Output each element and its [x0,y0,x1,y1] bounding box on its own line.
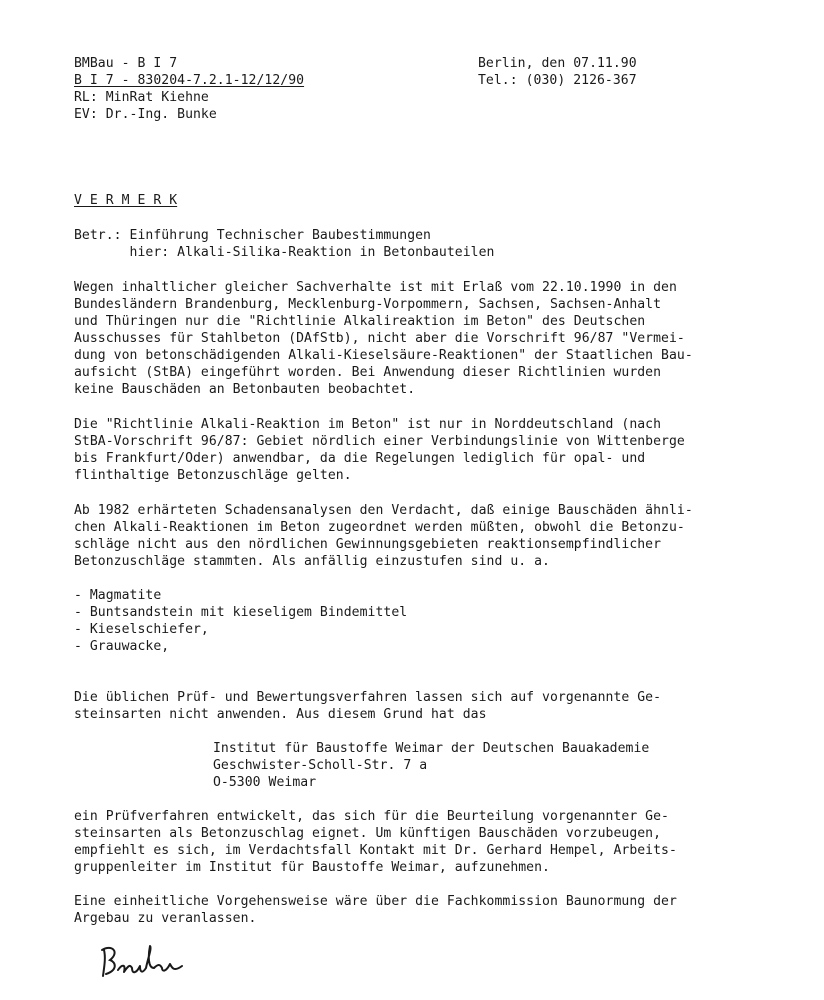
text-line: StBA-Vorschrift 96/87: Gebiet nördlich einer Verbindungslinie von Wittenberge [74,434,685,449]
text-line: Die "Richtlinie Alkali-Reaktion im Beton" ist nur in Norddeutschland (nach [74,417,662,432]
header-phone: Tel.: (030) 2126-367 [478,73,637,88]
address-line: O-5300 Weimar [213,775,317,790]
text-line: aufsicht (StBA) eingeführt worden. Bei Anwendung dieser Richtlinien wurden [74,365,662,380]
text-line: schläge nicht aus den nördlichen Gewinnungsgebieten reaktionsempfindlicher [74,537,662,552]
address-line: Geschwister-Scholl-Str. 7 a [213,758,428,773]
subject-line-1: Betr.: Einführung Technischer Baubestimmungen [74,228,431,243]
header-date: Berlin, den 07.11.90 [478,56,637,71]
text-line: empfiehlt es sich, im Verdachtsfall Kontakt mit Dr. Gerhard Hempel, Arbeits- [74,843,677,858]
text-line: Betonzuschläge stammten. Als anfällig einzustufen sind u. a. [74,554,550,569]
header-department: BMBau - B I 7 [74,56,178,71]
text-line: Ausschusses für Stahlbeton (DAfStb), nicht aber die Vorschrift 96/87 "Vermei- [74,331,685,346]
text-line: Ab 1982 erhärteten Schadensanalysen den Verdacht, daß einige Bauschäden ähnli- [74,503,693,518]
list-item: - Kieselschiefer, [74,622,209,637]
text-line: steinsarten als Betonzuschlag eignet. Um künftigen Bauschäden vorzubeugen, [74,826,662,841]
text-line: flinthaltige Betonzuschläge gelten. [74,468,352,483]
text-line: und Thüringen nur die "Richtlinie Alkalireaktion im Beton" des Deutschen [74,314,646,329]
text-line: Wegen inhaltlicher gleicher Sachverhalte ist mit Erlaß vom 22.10.1990 in den [74,280,677,295]
text-line: Argebau zu veranlassen. [74,911,257,926]
text-line: bis Frankfurt/Oder) anwendbar, da die Regelungen lediglich für opal- und [74,451,646,466]
text-line: steinsarten nicht anwenden. Aus diesem Grund hat das [74,707,487,722]
header-ev: EV: Dr.-Ing. Bunke [74,107,217,122]
handwritten-signature [98,938,218,986]
header-reference: B I 7 - 830204-7.2.1-12/12/90 [74,73,305,88]
subject-line-2: hier: Alkali-Silika-Reaktion in Betonbauteilen [74,245,495,260]
list-item: - Buntsandstein mit kieseligem Bindemittel [74,605,408,620]
text-line: keine Bauschäden an Betonbauten beobachtet. [74,382,416,397]
text-line: Eine einheitliche Vorgehensweise wäre über die Fachkommission Baunormung der [74,894,677,909]
list-item: - Magmatite [74,588,162,603]
text-line: dung von betonschädigenden Alkali-Kieselsäure-Reaktionen" der Staatlichen Bau- [74,348,693,363]
text-line: Bundesländern Brandenburg, Mecklenburg-Vorpommern, Sachsen, Sachsen-Anhalt [74,297,662,312]
text-line: chen Alkali-Reaktionen im Beton zugeordnet werden müßten, obwohl die Betonzu- [74,520,685,535]
header-rl: RL: MinRat Kiehne [74,90,209,105]
text-line: gruppenleiter im Institut für Baustoffe Weimar, aufzunehmen. [74,860,550,875]
address-line: Institut für Baustoffe Weimar der Deutschen Bauakademie [213,741,650,756]
document-title: V E R M E R K [74,193,178,208]
text-line: ein Prüfverfahren entwickelt, das sich für die Beurteilung vorgenannter Ge- [74,809,669,824]
text-line: Die üblichen Prüf- und Bewertungsverfahren lassen sich auf vorgenannte Ge- [74,690,662,705]
list-item: - Grauwacke, [74,639,170,654]
